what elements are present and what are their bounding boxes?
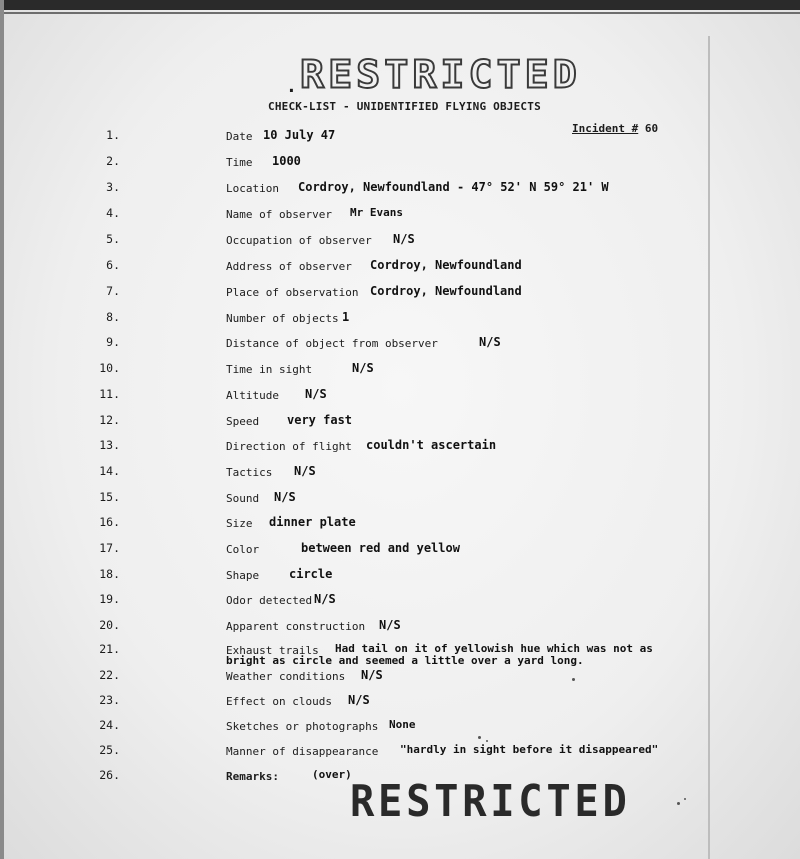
checklist-item-distance bbox=[0, 335, 700, 359]
item-label: Name of observer bbox=[226, 208, 332, 221]
item-label: Speed bbox=[226, 415, 260, 428]
checklist-item-shape bbox=[0, 567, 700, 591]
scan-speck bbox=[684, 798, 686, 800]
item-number: 12. bbox=[99, 413, 120, 427]
item-value: between red and yellow bbox=[301, 541, 460, 555]
item-number: 10. bbox=[99, 361, 120, 375]
item-number: 21. bbox=[99, 642, 120, 656]
item-number: 4. bbox=[106, 206, 120, 220]
item-number: 19. bbox=[99, 592, 120, 606]
checklist-item-size bbox=[0, 515, 700, 539]
incident-label: Incident # bbox=[572, 122, 639, 135]
checklist-item-sound bbox=[0, 490, 700, 514]
item-label: Tactics bbox=[226, 466, 273, 479]
document-title: CHECK-LIST - UNIDENTIFIED FLYING OBJECTS bbox=[268, 100, 541, 113]
item-label: Occupation of observer bbox=[226, 234, 372, 247]
item-label: Location bbox=[226, 182, 279, 195]
item-value: N/S bbox=[348, 693, 370, 707]
item-label: Date bbox=[226, 130, 253, 143]
item-value: couldn't ascertain bbox=[366, 438, 497, 452]
item-value: Mr Evans bbox=[350, 206, 403, 219]
item-value: 1 bbox=[342, 310, 350, 324]
item-value: Cordroy, Newfoundland bbox=[370, 258, 522, 272]
checklist-item-observer-name bbox=[0, 206, 700, 230]
item-number: 7. bbox=[106, 284, 120, 298]
restricted-stamp-top: RESTRICTED bbox=[300, 53, 581, 97]
item-label: Place of observation bbox=[226, 286, 359, 299]
item-value: (over) bbox=[312, 768, 352, 781]
item-label: Odor detected bbox=[226, 594, 313, 607]
page-right-edge bbox=[708, 36, 710, 859]
item-label: Distance of object from observer bbox=[226, 337, 438, 350]
item-label: Altitude bbox=[226, 389, 279, 402]
item-value: very fast bbox=[287, 413, 353, 427]
item-number: 15. bbox=[99, 490, 120, 504]
item-value: N/S bbox=[314, 592, 336, 606]
checklist-item-occupation bbox=[0, 232, 700, 256]
item-value: 1000 bbox=[272, 154, 301, 168]
checklist-item-construction bbox=[0, 618, 700, 642]
item-number: 23. bbox=[99, 693, 120, 707]
item-label: Sketches or photographs bbox=[226, 720, 379, 733]
item-number: 6. bbox=[106, 258, 120, 272]
checklist-item-altitude bbox=[0, 387, 700, 411]
item-label: Sound bbox=[226, 492, 260, 505]
item-value: Cordroy, Newfoundland - 47° 52' N 59° 21' W bbox=[298, 180, 609, 194]
item-number: 22. bbox=[99, 668, 120, 682]
item-number: 26. bbox=[99, 768, 120, 782]
checklist-item-date bbox=[0, 128, 700, 152]
item-value: dinner plate bbox=[269, 515, 356, 529]
checklist-item-time-in-sight bbox=[0, 361, 700, 385]
item-number: 9. bbox=[106, 335, 120, 349]
item-label: Manner of disappearance bbox=[226, 745, 379, 758]
scan-top-line bbox=[0, 12, 800, 14]
checklist-item-effect-on-clouds bbox=[0, 693, 700, 717]
item-number: 16. bbox=[99, 515, 120, 529]
scan-speck bbox=[677, 802, 680, 805]
checklist-item-time bbox=[0, 154, 700, 178]
item-value: N/S bbox=[305, 387, 327, 401]
item-number: 20. bbox=[99, 618, 120, 632]
item-label: Direction of flight bbox=[226, 440, 352, 453]
item-value: N/S bbox=[352, 361, 374, 375]
scan-speck bbox=[486, 740, 488, 742]
checklist-item-sketches bbox=[0, 718, 700, 742]
item-label: Weather conditions bbox=[226, 670, 346, 683]
checklist-item-direction bbox=[0, 438, 700, 462]
checklist-item-disappearance bbox=[0, 743, 700, 767]
item-value: N/S bbox=[379, 618, 401, 632]
item-number: 5. bbox=[106, 232, 120, 246]
item-number: 8. bbox=[106, 310, 120, 324]
stamp-dot: . bbox=[286, 76, 297, 97]
item-value: N/S bbox=[361, 668, 383, 682]
item-number: 13. bbox=[99, 438, 120, 452]
item-value: None bbox=[389, 718, 416, 731]
item-number: 17. bbox=[99, 541, 120, 555]
item-value: N/S bbox=[479, 335, 501, 349]
item-value: N/S bbox=[393, 232, 415, 246]
item-value: N/S bbox=[274, 490, 296, 504]
item-label: Shape bbox=[226, 569, 260, 582]
item-number: 24. bbox=[99, 718, 120, 732]
item-label: Time in sight bbox=[226, 363, 313, 376]
incident-number: 60 bbox=[644, 122, 659, 135]
checklist-item-location bbox=[0, 180, 700, 204]
item-value: Cordroy, Newfoundland bbox=[370, 284, 522, 298]
item-number: 2. bbox=[106, 154, 120, 168]
checklist-item-number-of-objects bbox=[0, 310, 700, 334]
scan-speck bbox=[478, 736, 481, 739]
item-label: Address of observer bbox=[226, 260, 352, 273]
item-label: Exhaust trails bbox=[226, 644, 319, 657]
item-value: "hardly in sight before it disappeared" bbox=[400, 743, 659, 756]
item-value-line-2: bright as circle and seemed a little over a yard long. bbox=[226, 654, 584, 667]
item-number: 1. bbox=[106, 128, 120, 142]
item-label: Apparent construction bbox=[226, 620, 366, 633]
checklist-item-address bbox=[0, 258, 700, 282]
item-label: Time bbox=[226, 156, 253, 169]
checklist-item-place bbox=[0, 284, 700, 308]
item-number: 11. bbox=[99, 387, 120, 401]
checklist-item-speed bbox=[0, 413, 700, 437]
item-label: Size bbox=[226, 517, 253, 530]
item-value: 10 July 47 bbox=[263, 128, 336, 142]
item-label: Number of objects bbox=[226, 312, 339, 325]
checklist-item-tactics bbox=[0, 464, 700, 488]
scan-speck bbox=[572, 678, 575, 681]
restricted-stamp-bottom: RESTRICTED bbox=[350, 776, 631, 827]
item-value: N/S bbox=[294, 464, 316, 478]
checklist-item-exhaust-trails bbox=[0, 642, 700, 670]
item-value: Had tail on it of yellowish hue which was not as bbox=[335, 642, 653, 655]
item-number: 18. bbox=[99, 567, 120, 581]
item-number: 14. bbox=[99, 464, 120, 478]
item-label: Color bbox=[226, 543, 260, 556]
item-label: Remarks: bbox=[226, 770, 279, 783]
item-value: circle bbox=[289, 567, 333, 581]
item-number: 3. bbox=[106, 180, 120, 194]
checklist-item-odor bbox=[0, 592, 700, 616]
scan-top-border bbox=[0, 0, 800, 10]
item-number: 25. bbox=[99, 743, 120, 757]
item-label: Effect on clouds bbox=[226, 695, 332, 708]
checklist-item-weather bbox=[0, 668, 700, 692]
checklist-item-color bbox=[0, 541, 700, 565]
